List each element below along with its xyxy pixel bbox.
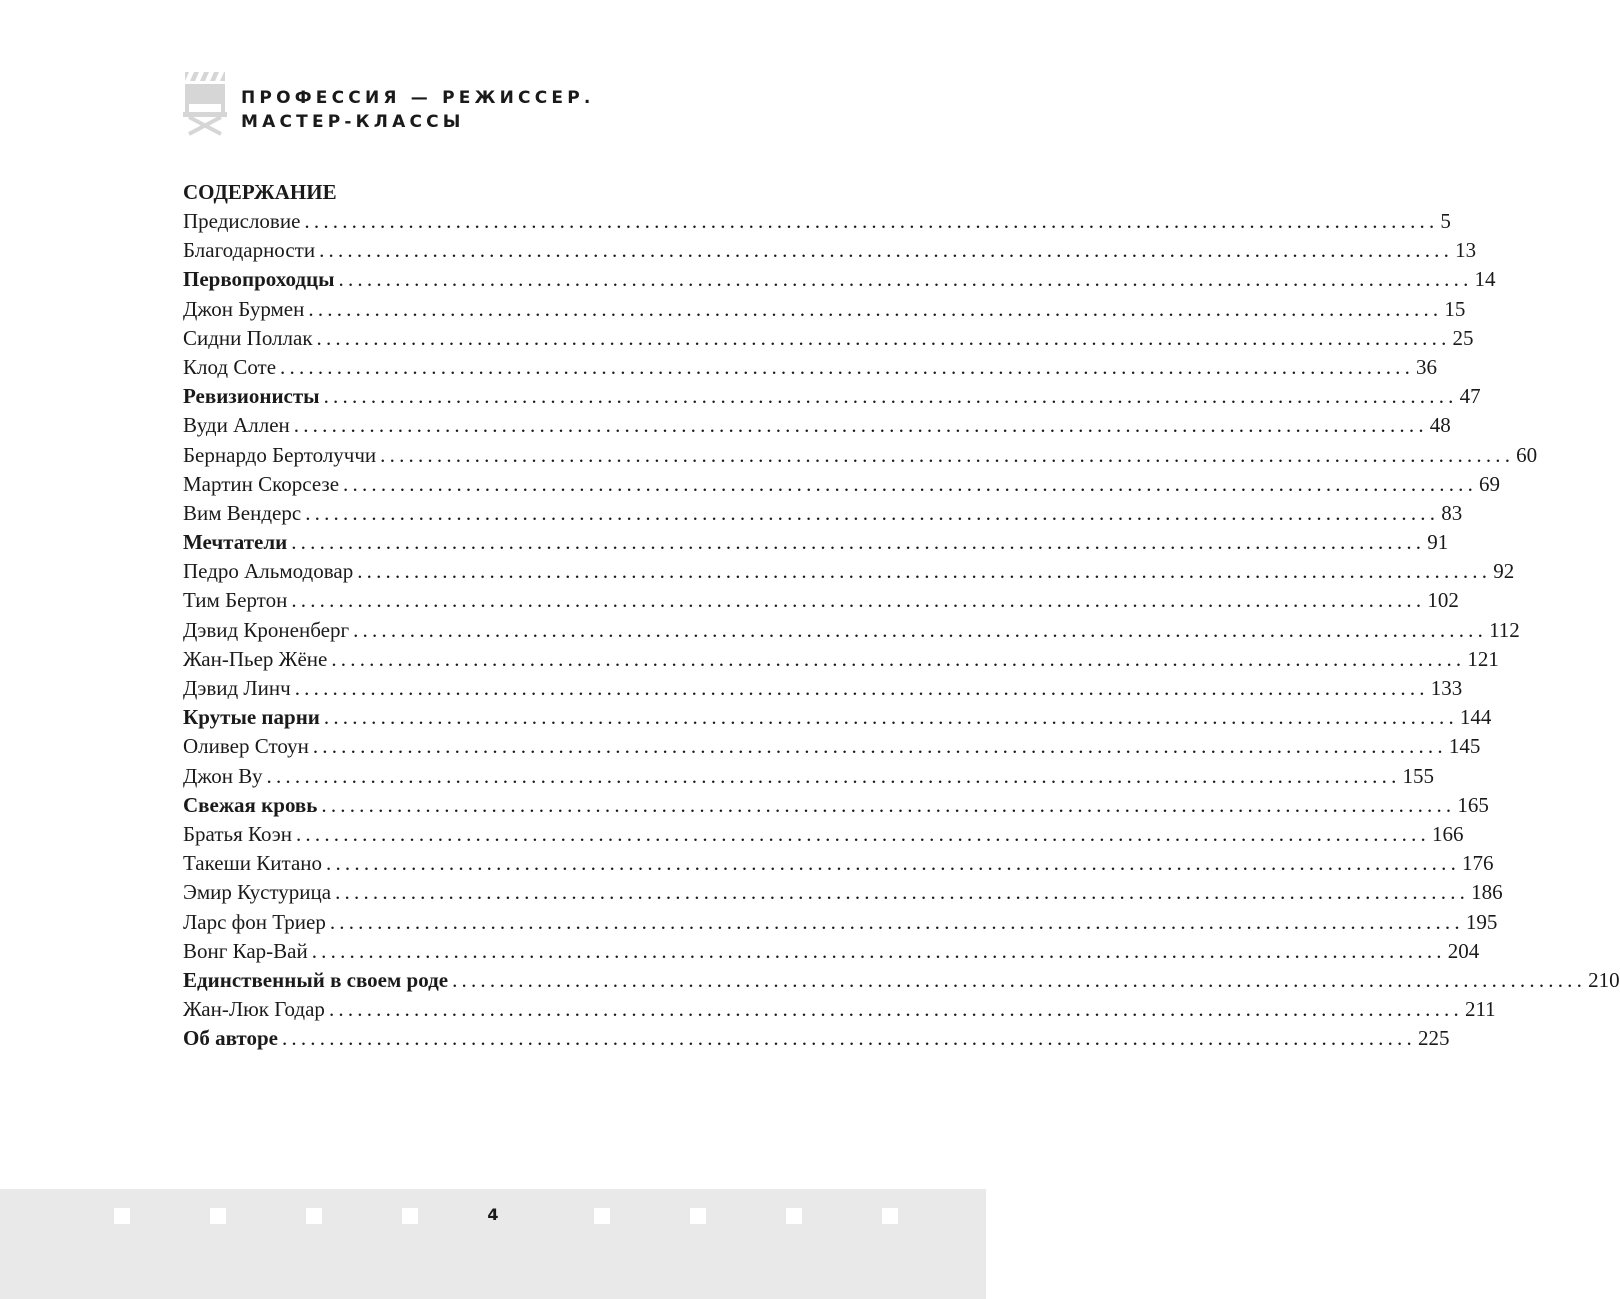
toc-entry-title: Ревизионисты: [183, 384, 320, 409]
toc-entry-page: 166: [1431, 821, 1464, 846]
toc-entry-title: Сидни Поллак: [183, 325, 313, 350]
toc-leader-dots: ........................................................................................................................: [328, 997, 1463, 1022]
toc-entry: [183, 966, 1620, 995]
toc-entry-page: 144: [1459, 705, 1492, 730]
toc-entry-title: Первопроходцы: [183, 267, 335, 292]
running-header: [183, 70, 883, 140]
footer-filmstrip: [0, 1189, 986, 1299]
toc-entry: [183, 820, 1464, 849]
toc-list: [183, 207, 1620, 1053]
toc-entry-title: Джон Ву: [183, 763, 263, 788]
toc-entry-title: Благодарности: [183, 238, 316, 263]
toc-leader-dots: ........................................................................................................................: [305, 500, 1440, 525]
toc-leader-dots: ........................................................................................................................: [452, 967, 1587, 992]
toc-leader-dots: ........................................................................................................................: [319, 238, 1454, 263]
toc-leader-dots: ........................................................................................................................: [343, 471, 1478, 496]
toc-entry-title: Такеши Китано: [183, 851, 323, 876]
toc-entry: [183, 937, 1480, 966]
toc-entry-title: Дэвид Линч: [183, 676, 291, 700]
toc-entry-title: Вонг Кар-Вай: [183, 938, 308, 963]
toc-leader-dots: ........................................................................................................................: [331, 646, 1466, 671]
toc-entry-title: Педро Альмодовар: [183, 559, 354, 584]
toc-leader-dots: ........................................................................................................................: [266, 763, 1401, 788]
toc-entry: [183, 324, 1474, 353]
toc-entry-page: 25: [1452, 325, 1474, 350]
toc-entry-title: Ларс фон Триер: [183, 909, 326, 934]
toc-leader-dots: ........................................................................................................................: [329, 909, 1464, 934]
toc-entry-page: 14: [1474, 267, 1496, 292]
toc-entry-title: Единственный в своем роде: [183, 967, 449, 992]
toc-entry: [183, 878, 1503, 907]
page-number: 4: [487, 1205, 499, 1224]
toc-entry-page: 36: [1416, 354, 1438, 379]
toc-leader-dots: ........................................................................................................................: [335, 880, 1470, 905]
toc-entry: [183, 353, 1438, 382]
toc-entry-page: 165: [1457, 792, 1489, 817]
toc-entry: [183, 732, 1481, 761]
toc-entry: [183, 849, 1494, 878]
toc-heading: СОДЕРЖАНИЕ: [183, 180, 337, 204]
toc-entry-title: Свежая кровь: [183, 792, 318, 817]
toc-entry-title: Предисловие: [183, 209, 301, 233]
toc-entry-page: 91: [1427, 530, 1449, 555]
toc-leader-dots: ........................................................................................................................: [357, 559, 1492, 584]
toc-leader-dots: ........................................................................................................................: [353, 617, 1488, 642]
toc-entry-page: 195: [1465, 909, 1498, 934]
toc-entry: [183, 616, 1520, 645]
toc-entry-page: 210: [1588, 967, 1620, 992]
toc-entry: [183, 908, 1498, 937]
toc-entry: [183, 441, 1538, 470]
toc-entry-page: 133: [1430, 676, 1463, 700]
toc-leader-dots: ........................................................................................................................: [308, 296, 1443, 321]
series-title: [241, 86, 595, 134]
toc-entry-page: 13: [1455, 238, 1477, 263]
toc-entry: [183, 586, 1459, 615]
toc-entry-title: Крутые парни: [183, 705, 320, 730]
toc-entry-page: 112: [1489, 617, 1520, 642]
toc-entry-page: 102: [1427, 588, 1459, 613]
toc-entry: [183, 528, 1449, 557]
toc-entry-title: Клод Соте: [183, 354, 277, 379]
toc-entry: [183, 995, 1496, 1024]
toc-entry-page: 204: [1447, 938, 1480, 963]
toc-leader-dots: ........................................................................................................................: [294, 676, 1429, 700]
toc-entry-page: 155: [1402, 763, 1435, 788]
toc-entry-title: Жан-Пьер Жёне: [183, 646, 328, 671]
directors-chair-icon: [183, 70, 227, 136]
series-title-line-2: МАСТЕР-КЛАССЫ: [241, 112, 465, 132]
toc-entry-page: 5: [1440, 209, 1451, 233]
toc-entry-page: 15: [1444, 296, 1466, 321]
toc-entry-title: Дэвид Кроненберг: [183, 617, 350, 642]
toc-entry-title: Оливер Стоун: [183, 734, 309, 759]
toc-entry-page: 47: [1459, 384, 1481, 409]
toc-leader-dots: ........................................................................................................................: [311, 938, 1446, 963]
toc-entry: [183, 265, 1496, 294]
toc-leader-dots: ........................................................................................................................: [295, 821, 1430, 846]
toc-leader-dots: ........................................................................................................................: [316, 325, 1451, 350]
toc-entry-page: 176: [1462, 851, 1494, 876]
toc-leader-dots: ........................................................................................................................: [323, 384, 1458, 409]
toc-entry-page: 211: [1464, 997, 1496, 1022]
toc-leader-dots: ........................................................................................................................: [326, 851, 1461, 876]
toc-entry: [183, 791, 1489, 820]
toc-leader-dots: ........................................................................................................................: [293, 413, 1428, 438]
toc-entry-title: Вим Вендерс: [183, 500, 302, 525]
toc-leader-dots: ........................................................................................................................: [291, 588, 1426, 613]
toc-leader-dots: ........................................................................................................................: [281, 1026, 1416, 1051]
toc-entry: [183, 762, 1435, 791]
toc-entry-title: Об авторе: [183, 1026, 278, 1051]
toc-entry-page: 83: [1441, 500, 1463, 525]
toc-entry: [183, 645, 1499, 674]
series-title-line-1: ПРОФЕССИЯ — РЕЖИССЕР.: [241, 88, 595, 108]
toc-entry-title: Братья Коэн: [183, 821, 292, 846]
toc-entry: [183, 411, 1451, 440]
toc-entry: [183, 236, 1477, 265]
toc-entry-title: Джон Бурмен: [183, 296, 305, 321]
toc-leader-dots: ........................................................................................................................: [304, 209, 1439, 233]
toc-entry: [183, 557, 1515, 586]
toc-entry-page: 69: [1479, 471, 1501, 496]
toc-entry: [183, 499, 1463, 528]
toc-entry: [183, 382, 1481, 411]
toc-entry: [183, 674, 1463, 703]
toc-leader-dots: ........................................................................................................................: [323, 705, 1458, 730]
toc-entry-page: 121: [1467, 646, 1499, 671]
toc-entry-title: Жан-Люк Годар: [183, 997, 325, 1022]
toc-entry: [183, 207, 1451, 236]
toc-entry: [183, 703, 1492, 732]
toc-entry-title: Эмир Кустурица: [183, 880, 332, 905]
toc-leader-dots: ........................................................................................................................: [312, 734, 1447, 759]
toc-entry-title: Мартин Скорсезе: [183, 471, 340, 496]
toc-leader-dots: ........................................................................................................................: [338, 267, 1473, 292]
toc-entry-page: 225: [1417, 1026, 1450, 1051]
toc-entry-title: Вуди Аллен: [183, 413, 290, 438]
toc-entry-title: Тим Бертон: [183, 588, 288, 613]
toc-entry-title: Бернардо Бертолуччи: [183, 442, 377, 467]
toc-leader-dots: ........................................................................................................................: [321, 792, 1456, 817]
toc-entry: [183, 1024, 1450, 1053]
toc-entry: [183, 470, 1501, 499]
toc-leader-dots: ........................................................................................................................: [280, 354, 1415, 379]
toc-entry-page: 92: [1493, 559, 1515, 584]
toc-entry-page: 48: [1429, 413, 1451, 438]
toc-entry-title: Мечтатели: [183, 530, 288, 555]
table-of-contents: [183, 178, 1620, 1053]
toc-entry-page: 145: [1448, 734, 1481, 759]
toc-leader-dots: ........................................................................................................................: [380, 442, 1515, 467]
toc-entry: [183, 295, 1466, 324]
toc-entry-page: 186: [1471, 880, 1503, 905]
toc-entry-page: 60: [1516, 442, 1538, 467]
toc-leader-dots: ........................................................................................................................: [291, 530, 1426, 555]
